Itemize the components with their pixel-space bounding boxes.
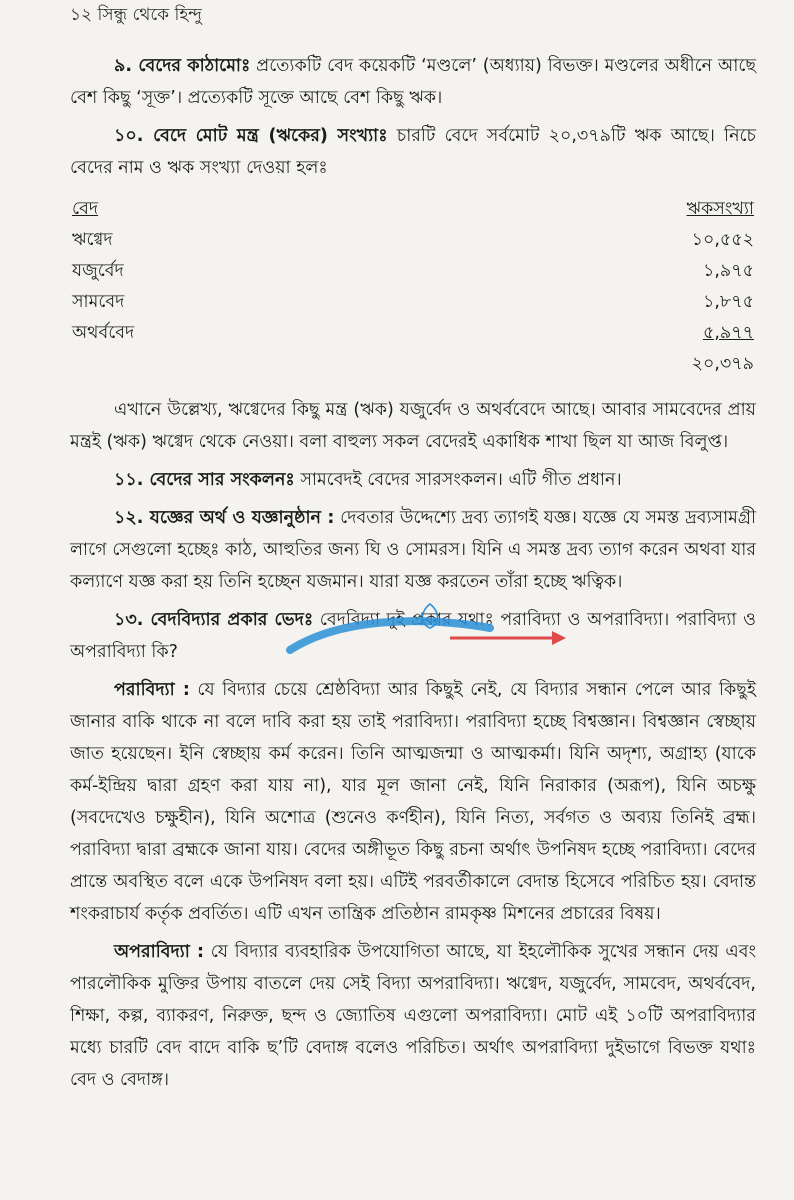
table-row [70, 225, 756, 256]
table-header-row [70, 194, 756, 225]
section-text: যে বিদ্যার চেয়ে শ্রেষ্ঠবিদ্যা আর কিছুই নেই, যে বিদ্যার সন্ধান পেলে আর কিছুই জানার বাকি থাকে না বলে দাবি করা হয় তাই পরাবিদ্যা। পরাবিদ্যা হচ্ছে বিশ্বজ্ঞান। বিশ্বজ্ঞান স্বেচ্ছায় জাত হয়েছেন। ইনি স্বেচ্ছায় কর্ম করেন। তিনি আত্মজন্মা ও আত্মকর্মা। যিনি অদৃশ্য, অগ্রাহ্য (যাকে কর্ম-ইন্দ্রিয় দ্বারা গ্রহণ করা যায় না), যার মূল জানা নেই, যিনি নিরাকার (অরূপ), যিনি অচক্ষু (সবদেখেও চক্ষুহীন), যিনি অশোত্র (শুনেও কর্ণহীন), যিনি নিত্য, সর্বগত ও অব্যয় তিনিই ব্রহ্ম। পরাবিদ্যা দ্বারা ব্রহ্মকে জানা যায়। বেদের অঙ্গীভূত কিছু রচনা অর্থাৎ উপনিষদ হচ্ছে পরাবিদ্যা। বেদের প্রান্তে অবস্থিত বলে একে উপনিষদ বলা হয়। এটিই পরবর্তীকালে বেদান্ত হিসেবে পরিচিত হয়। বেদান্ত শংকরাচার্য কর্তৃক প্রবর্তিত। এটি এখন তান্ত্রিক প্রতিষ্ঠান রামকৃষ্ণ মিশনের প্রচারের বিষয়। [70, 680, 756, 924]
veda-count: ১,৮৭৫ [702, 292, 754, 312]
veda-count: ৫,৯৭৭ [702, 323, 754, 343]
section-text: প্রত্যেকটি বেদ কয়েকটি ‘মণ্ডলে’ (অধ্যায়) বিভক্ত। মণ্ডলের অধীনে আছে বেশ কিছু ‘সূক্ত’। প্রত্যেকটি সূক্তে আছে বেশ কিছু ঋক। [70, 56, 756, 108]
veda-count-table [70, 194, 756, 380]
veda-name: ঋগ্বেদ [72, 230, 113, 250]
column-header-veda: বেদ [72, 199, 99, 219]
section-paravidya [70, 674, 756, 930]
veda-name: অথর্ববেদ [72, 323, 135, 343]
section-heading: ৯. বেদের কাঠামোঃ [114, 56, 251, 76]
table-row [70, 256, 756, 287]
section-heading: ১২. যজ্ঞের অর্থ ও যজ্ঞানুষ্ঠান : [114, 508, 335, 528]
section-10 [70, 120, 756, 184]
section-heading: পরাবিদ্যা : [114, 680, 190, 700]
section-9 [70, 50, 756, 114]
veda-count: ১০,৫৫২ [691, 230, 754, 250]
veda-count: ১,৯৭৫ [702, 261, 754, 281]
paragraph-note: এখানে উল্লেখ্য, ঋগ্বেদের কিছু মন্ত্র (ঋক) যজুর্বেদ ও অথর্ববেদে আছে। আবার সামবেদের প্রায় মন্ত্রই (ঋক) ঋগ্বেদ থেকে নেওয়া। বলা বাহুল্য সকল বেদেরই একাধিক শাখা ছিল যা আজ বিলুপ্ত। [70, 400, 756, 452]
section-text: বেদবিদ্যা দুই প্রকার যথাঃ পরাবিদ্যা ও অপরাবিদ্যা। পরাবিদ্যা ও অপরাবিদ্যা কি? [70, 610, 756, 662]
section-text: সামবেদই বেদের সারসংকলন। এটি গীত প্রধান। [294, 470, 622, 490]
table-row [70, 287, 756, 318]
veda-name: সামবেদ [72, 292, 125, 312]
section-text: চারটি বেদে সর্বমোট ২০,৩৭৯টি ঋক আছে। নিচে বেদের নাম ও ঋক সংখ্যা দেওয়া হলঃ [70, 126, 756, 178]
section-aparavidya [70, 936, 756, 1096]
table-total-row [70, 349, 756, 380]
section-heading: ১০. বেদে মোট মন্ত্র (ঋকের) সংখ্যাঃ [114, 126, 388, 146]
section-heading: ১৩. বেদবিদ্যার প্রকার ভেদঃ [114, 610, 314, 630]
column-header-count: ঋকসংখ্যা [686, 199, 754, 219]
section-heading: অপরাবিদ্যা : [114, 942, 205, 962]
veda-name: যজুর্বেদ [72, 261, 124, 281]
section-text: দেবতার উদ্দেশ্যে দ্রব্য ত্যাগই যজ্ঞ। যজ্ঞে যে সমস্ত দ্রব্যসামগ্রী লাগে সেগুলো হচ্ছেঃ কাঠ, আহুতির জন্য ঘি ও সোমরস। যিনি এ সমস্ত দ্রব্য ত্যাগ করেন অথবা যার কল্যাণে যজ্ঞ করা হয় তিনি হচ্ছেন যজমান। যারা যজ্ঞ করতেন তাঁরা হচ্ছে ঋত্বিক। [70, 508, 756, 592]
running-head: ১২ সিন্ধু থেকে হিন্দু [70, 5, 202, 25]
table-row [70, 318, 756, 349]
veda-total: ২০,৩৭৯ [691, 354, 754, 374]
total-spacer [70, 349, 72, 380]
section-12 [70, 502, 756, 598]
section-heading: ১১. বেদের সার সংকলনঃ [114, 470, 295, 490]
section-11 [70, 464, 756, 496]
section-text: যে বিদ্যার ব্যবহারিক উপযোগিতা আছে, যা ইহলৌকিক সুখের সন্ধান দেয় এবং পারলৌকিক মুক্তির উপায় বাতলে দেয় সেই বিদ্যা অপরাবিদ্যা। ঋগ্বেদ, যজুর্বেদ, সামবেদ, অথর্ববেদ, শিক্ষা, কল্প, ব্যাকরণ, নিরুক্ত, ছন্দ ও জ্যোতিষ এগুলো অপরাবিদ্যা। মোট এই ১০টি অপরাবিদ্যার মধ্যে চারটি বেদ বাদে বাকি ছ’টি বেদাঙ্গ বলেও পরিচিত। অর্থাৎ অপরাবিদ্যা দুইভাগে বিভক্ত যথাঃ বেদ ও বেদাঙ্গ। [70, 942, 757, 1090]
page-content [70, 50, 756, 1102]
section-13 [70, 604, 756, 668]
